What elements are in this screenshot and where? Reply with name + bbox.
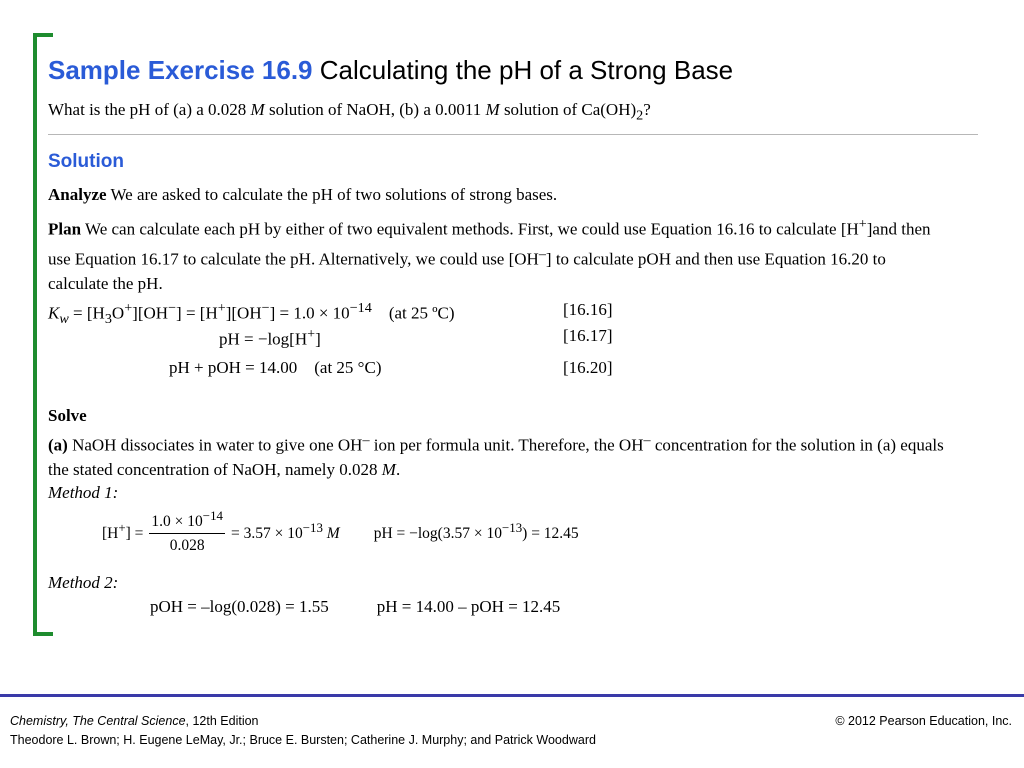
solve-heading: Solve: [48, 406, 87, 425]
equation-number-16-20: [16.20]: [563, 358, 613, 377]
h-plus-result: = $3.57 \times 10^{-13}$ M: [230, 520, 340, 543]
method-2-equations: [150, 597, 560, 617]
slide-title: [48, 55, 733, 86]
solve-part-a-paragraph: (a) NaOH dissociates in water to give one OH– ion per formula unit. Therefore, the OH– concentration for the solution in (a) equals the stated concentration of NaOH, namely 0.028 M.: [48, 432, 944, 480]
equation-number-16-16: [16.16]: [563, 300, 613, 319]
analyze-paragraph: Analyze We are asked to calculate the pH of two solutions of strong bases.: [48, 185, 558, 204]
kw-equation: $K_w = [H_3O^+][OH^-] = [H^+][OH^-] = 1.0 \times 10^{-14}$ (at 25 ºC): [48, 300, 455, 328]
exercise-number: Sample Exercise 16.9: [48, 55, 313, 85]
footer-copyright: © 2012 Pearson Education, Inc.: [835, 714, 1012, 728]
method-1-equation: [102, 508, 579, 555]
plan-paragraph: Plan We can calculate each pH by either of two equivalent methods. First, we could use Equation 16.16 to calculate [H+]and then use Equation 16.17 to calculate the pH. Alternatively, we could use [OH–] to calculate pOH and then use Equation 16.20 to calculate the pH.: [48, 216, 931, 294]
fraction-numerator: $1.0 \times 10^{-14}$: [149, 508, 225, 534]
poh-calculation: pOH = –log(0.028) = 1.55: [150, 597, 329, 616]
footer-divider: [0, 694, 1024, 697]
ph-poh-sum-equation: pH + pOH = 14.00 (at 25 °C): [169, 358, 382, 377]
method-1-ph-result: pH = $-\log(3.57 \times 10^{-13}) = 12.45$: [373, 520, 579, 543]
h-plus-lhs: [H+] =: [102, 520, 144, 543]
solution-heading: Solution: [48, 151, 124, 172]
fraction-denominator: 0.028: [169, 537, 205, 555]
footer-book-title: Chemistry, The Central Science, 12th Edition: [10, 714, 259, 728]
fraction: [149, 508, 225, 555]
divider-line: [48, 134, 978, 135]
equation-number-16-17: [16.17]: [563, 326, 613, 345]
ph-calculation: pH = 14.00 – pOH = 12.45: [376, 597, 561, 616]
exercise-title: Calculating the pH of a Strong Base: [319, 55, 734, 85]
footer-authors: Theodore L. Brown; H. Eugene LeMay, Jr.; Bruce E. Bursten; Catherine J. Murphy; and Patrick Woodward: [10, 733, 596, 747]
method-2-label: Method 2:: [48, 573, 119, 592]
method-1-label: Method 1:: [48, 483, 119, 502]
question-text: What is the pH of (a) a 0.028 M solution of NaOH, (b) a 0.0011 M solution of $Ca(OH)_2$?: [48, 100, 651, 124]
ph-definition-equation: pH = −log[H+]: [219, 326, 321, 349]
